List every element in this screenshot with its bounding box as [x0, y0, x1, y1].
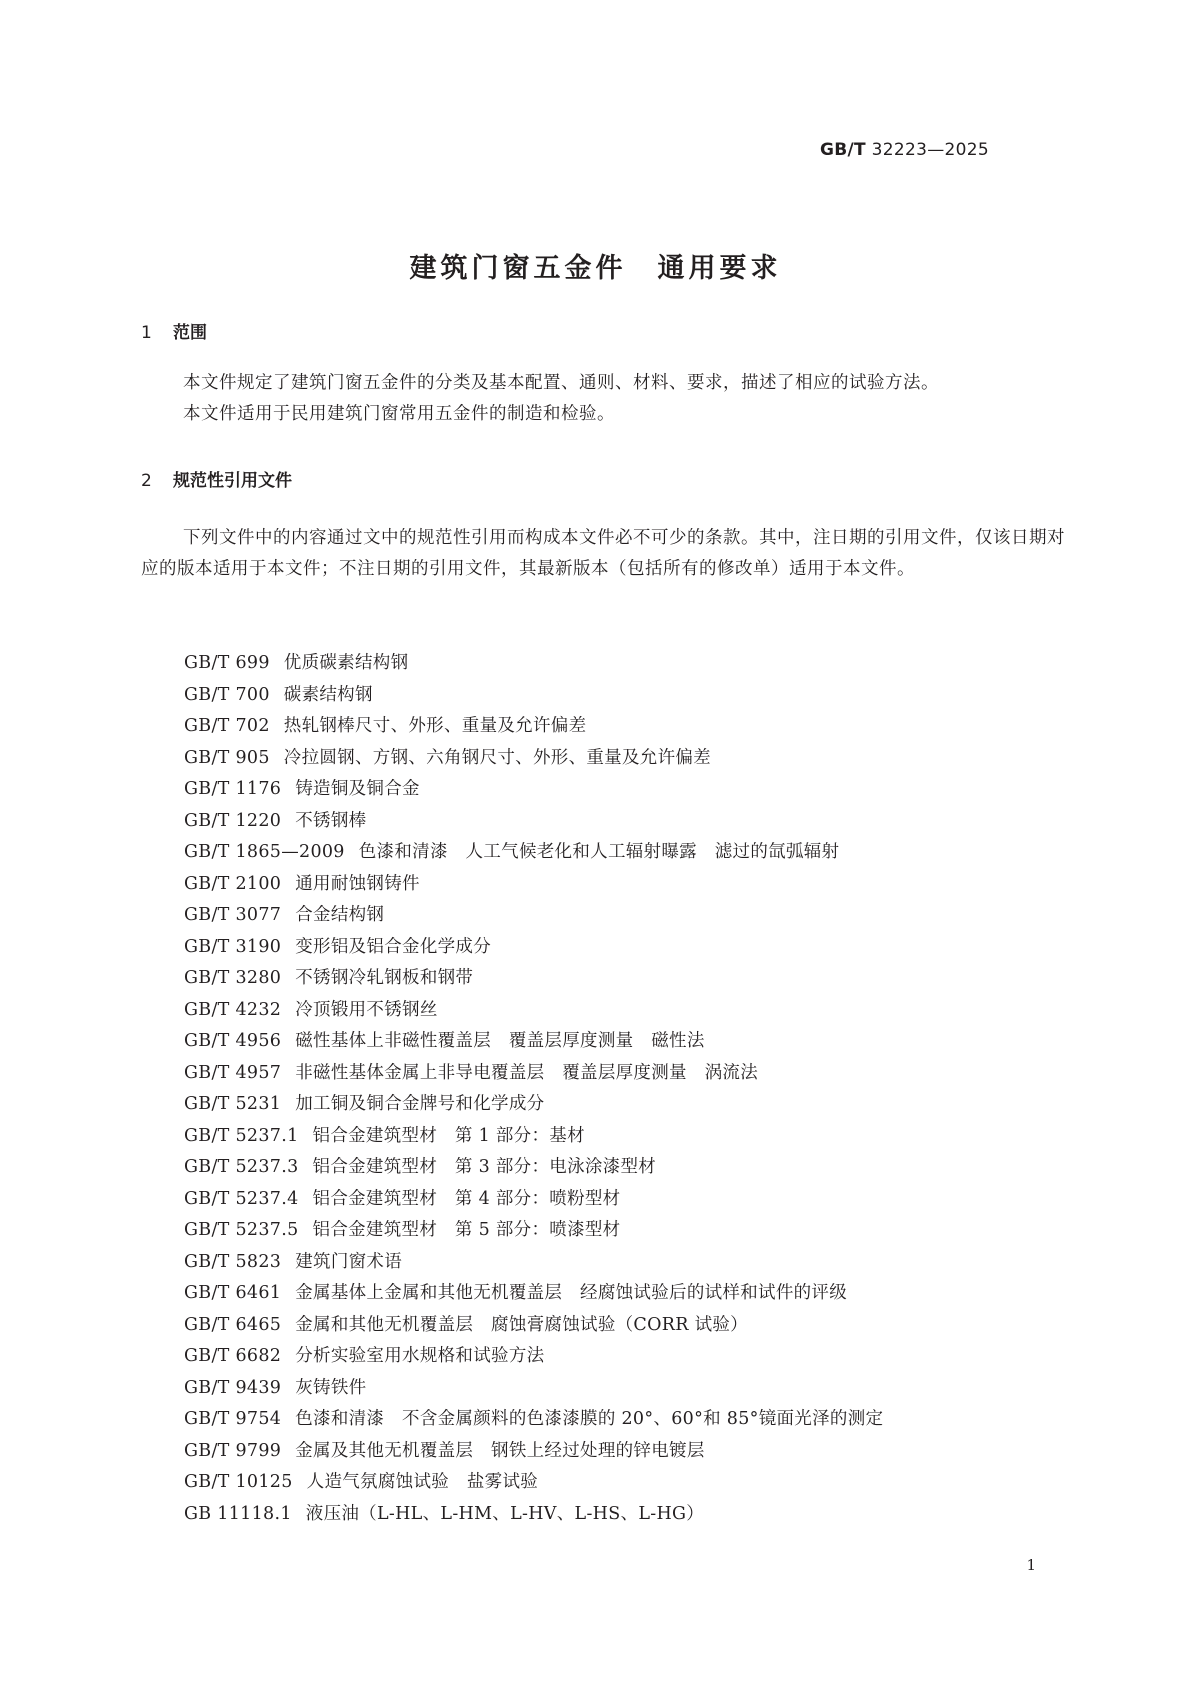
reference-title: 金属基体上金属和其他无机覆盖层 经腐蚀试验后的试样和试件的评级 — [295, 1283, 848, 1303]
reference-item — [184, 648, 1074, 680]
reference-title: 铸造铜及铜合金 — [295, 779, 420, 799]
page-number: 1 — [1026, 1556, 1036, 1574]
reference-item — [184, 1341, 1074, 1373]
reference-title: 铝合金建筑型材 第 3 部分：电泳涂漆型材 — [312, 1157, 657, 1177]
reference-item — [184, 1247, 1074, 1279]
reference-code: GB/T 9754 — [184, 1409, 282, 1429]
reference-item — [184, 1310, 1074, 1342]
section-number: 1 — [141, 323, 152, 343]
reference-item — [184, 680, 1074, 712]
reference-code: GB/T 5237.3 — [184, 1157, 299, 1177]
reference-item — [184, 1436, 1074, 1468]
reference-code: GB/T 5823 — [184, 1251, 282, 1272]
reference-code: GB/T 5237.4 — [184, 1188, 299, 1209]
reference-code: GB/T 700 — [184, 684, 270, 705]
reference-code: GB/T 6682 — [184, 1346, 282, 1366]
reference-title: 通用耐蚀钢铸件 — [295, 873, 420, 894]
reference-code: GB/T 5237.5 — [184, 1220, 299, 1240]
standard-code — [820, 140, 989, 160]
reference-title: 不锈钢棒 — [295, 810, 367, 831]
reference-item — [184, 869, 1074, 901]
reference-title: 热轧钢棒尺寸、外形、重量及允许偏差 — [283, 716, 587, 736]
scope-paragraph: 本文件规定了建筑门窗五金件的分类及基本配置、通则、材料、要求，描述了相应的试验方法。 — [183, 373, 939, 393]
standard-code-prefix: GB/T — [820, 140, 866, 160]
reference-title: 变形铝及铝合金化学成分 — [295, 936, 492, 957]
reference-code: GB/T 4957 — [184, 1062, 282, 1083]
reference-item — [184, 900, 1074, 932]
reference-item — [184, 1467, 1074, 1499]
reference-item — [184, 711, 1074, 743]
reference-title: 冷顶锻用不锈钢丝 — [295, 999, 438, 1020]
reference-code: GB/T 4232 — [184, 999, 282, 1020]
reference-title: 色漆和清漆 人工气候老化和人工辐射曝露 滤过的氙弧辐射 — [358, 842, 840, 862]
reference-title: 金属及其他无机覆盖层 钢铁上经过处理的锌电镀层 — [295, 1440, 705, 1461]
reference-item — [184, 837, 1074, 869]
reference-list — [184, 648, 1074, 1530]
reference-title: 建筑门窗术语 — [295, 1251, 403, 1272]
reference-code: GB/T 699 — [184, 653, 270, 673]
reference-code: GB/T 4956 — [184, 1031, 282, 1051]
section-title: 范围 — [173, 323, 207, 343]
reference-item — [184, 1215, 1074, 1247]
reference-title: 冷拉圆钢、方钢、六角钢尺寸、外形、重量及允许偏差 — [283, 747, 711, 768]
reference-title: 铝合金建筑型材 第 4 部分：喷粉型材 — [312, 1188, 621, 1209]
reference-code: GB/T 702 — [184, 716, 270, 736]
section-title: 规范性引用文件 — [173, 471, 292, 491]
reference-title: 人造气氛腐蚀试验 盐雾试验 — [306, 1472, 539, 1492]
reference-title: 非磁性基体金属上非导电覆盖层 覆盖层厚度测量 涡流法 — [295, 1062, 759, 1083]
reference-item — [184, 1058, 1074, 1090]
reference-title: 铝合金建筑型材 第 1 部分：基材 — [312, 1125, 585, 1146]
reference-code: GB/T 9439 — [184, 1377, 282, 1398]
reference-item — [184, 1121, 1074, 1153]
reference-item — [184, 743, 1074, 775]
standard-code-number: 32223—2025 — [871, 140, 989, 160]
reference-item — [184, 806, 1074, 838]
reference-title: 加工铜及铜合金牌号和化学成分 — [295, 1094, 545, 1114]
reference-item — [184, 963, 1074, 995]
reference-code: GB/T 1220 — [184, 810, 282, 831]
reference-title: 分析实验室用水规格和试验方法 — [295, 1346, 545, 1366]
reference-title: 不锈钢冷轧钢板和钢带 — [295, 968, 474, 988]
reference-item — [184, 995, 1074, 1027]
reference-code: GB/T 6465 — [184, 1314, 282, 1335]
reference-code: GB/T 5237.1 — [184, 1125, 299, 1146]
scope-paragraph: 本文件适用于民用建筑门窗常用五金件的制造和检验。 — [183, 404, 615, 424]
reference-item — [184, 1373, 1074, 1405]
reference-item — [184, 1184, 1074, 1216]
reference-title: 色漆和清漆 不含金属颜料的色漆漆膜的 20°、60°和 85°镜面光泽的测定 — [295, 1409, 884, 1429]
reference-title: 碳素结构钢 — [283, 684, 373, 705]
reference-item — [184, 1404, 1074, 1436]
reference-title: 磁性基体上非磁性覆盖层 覆盖层厚度测量 磁性法 — [295, 1031, 705, 1051]
reference-code: GB/T 3280 — [184, 968, 282, 988]
reference-item — [184, 932, 1074, 964]
reference-title: 灰铸铁件 — [295, 1377, 367, 1398]
reference-item — [184, 1499, 1074, 1531]
reference-item — [184, 774, 1074, 806]
reference-title: 液压油（L-HL、L-HM、L-HV、L-HS、L-HG） — [305, 1503, 705, 1524]
normative-refs-intro: 下列文件中的内容通过文中的规范性引用而构成本文件必不可少的条款。其中，注日期的引用文件，仅该日期对应的版本适用于本文件；不注日期的引用文件，其最新版本（包括所有的修改单）适用于本文件。 — [141, 528, 1065, 579]
reference-title: 合金结构钢 — [295, 905, 385, 925]
reference-item — [184, 1278, 1074, 1310]
reference-code: GB/T 6461 — [184, 1283, 282, 1303]
reference-code: GB/T 9799 — [184, 1440, 282, 1461]
reference-item — [184, 1026, 1074, 1058]
reference-code: GB/T 3077 — [184, 905, 282, 925]
reference-title: 优质碳素结构钢 — [283, 653, 409, 673]
reference-title: 金属和其他无机覆盖层 腐蚀膏腐蚀试验（CORR 试验） — [295, 1314, 748, 1335]
reference-code: GB/T 2100 — [184, 873, 282, 894]
document-title: 建筑门窗五金件 通用要求 — [409, 253, 782, 284]
reference-code: GB/T 905 — [184, 747, 270, 768]
reference-code: GB/T 1865—2009 — [184, 842, 345, 862]
reference-code: GB/T 3190 — [184, 936, 282, 957]
reference-item — [184, 1089, 1074, 1121]
reference-title: 铝合金建筑型材 第 5 部分：喷漆型材 — [312, 1220, 621, 1240]
section-heading-scope — [141, 318, 207, 343]
reference-item — [184, 1152, 1074, 1184]
reference-code: GB/T 1176 — [184, 779, 282, 799]
section-heading-normative-refs — [141, 466, 292, 491]
reference-code: GB 11118.1 — [184, 1503, 292, 1524]
reference-code: GB/T 5231 — [184, 1094, 282, 1114]
section-number: 2 — [141, 471, 152, 491]
reference-code: GB/T 10125 — [184, 1472, 293, 1492]
